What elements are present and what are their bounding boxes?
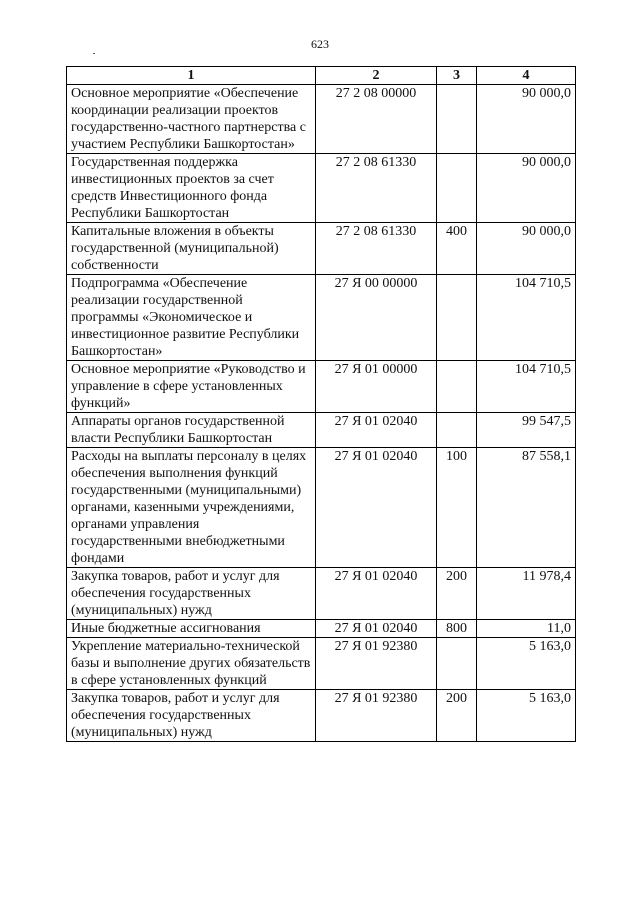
cell-type (437, 275, 477, 361)
cell-name: Государственная поддержка инвестиционных проектов за счет средств Инвестиционного фонда Республики Башкортостан (67, 154, 316, 223)
cell-sum: 90 000,0 (477, 223, 576, 275)
cell-name: Аппараты органов государственной власти Республики Башкортостан (67, 413, 316, 448)
cell-code: 27 2 08 61330 (316, 154, 437, 223)
table-row (67, 568, 576, 620)
table-row (67, 620, 576, 638)
cell-type (437, 638, 477, 690)
header-col-3: 3 (437, 67, 477, 85)
cell-code: 27 Я 01 02040 (316, 620, 437, 638)
table-row (67, 275, 576, 361)
cell-code: 27 Я 01 02040 (316, 448, 437, 568)
cell-code: 27 2 08 00000 (316, 85, 437, 154)
cell-code: 27 Я 01 00000 (316, 361, 437, 413)
cell-type: 100 (437, 448, 477, 568)
budget-table (66, 66, 576, 742)
cell-type (437, 85, 477, 154)
cell-code: 27 Я 01 02040 (316, 568, 437, 620)
cell-type: 800 (437, 620, 477, 638)
cell-sum: 99 547,5 (477, 413, 576, 448)
scan-speck (93, 53, 95, 54)
cell-sum: 5 163,0 (477, 638, 576, 690)
table-row (67, 690, 576, 742)
header-col-2: 2 (316, 67, 437, 85)
cell-sum: 104 710,5 (477, 361, 576, 413)
cell-type (437, 154, 477, 223)
cell-name: Укрепление материально-технической базы и выполнение других обязательств в сфере установленных функций (67, 638, 316, 690)
table-row (67, 448, 576, 568)
table-row (67, 223, 576, 275)
cell-sum: 90 000,0 (477, 154, 576, 223)
cell-type: 200 (437, 690, 477, 742)
cell-code: 27 Я 01 92380 (316, 638, 437, 690)
cell-name: Иные бюджетные ассигнования (67, 620, 316, 638)
cell-code: 27 2 08 61330 (316, 223, 437, 275)
cell-type: 400 (437, 223, 477, 275)
cell-type (437, 361, 477, 413)
cell-name: Основное мероприятие «Обеспечение координации реализации проектов государственно-частного партнерства с участием Республики Башкортостан» (67, 85, 316, 154)
table-header-row (67, 67, 576, 85)
page-number: 623 (311, 37, 329, 51)
cell-sum: 90 000,0 (477, 85, 576, 154)
cell-name: Капитальные вложения в объекты государственной (муниципальной) собственности (67, 223, 316, 275)
cell-name: Основное мероприятие «Руководство и управление в сфере установленных функций» (67, 361, 316, 413)
table-row (67, 413, 576, 448)
header-col-4: 4 (477, 67, 576, 85)
cell-code: 27 Я 01 02040 (316, 413, 437, 448)
cell-code: 27 Я 01 92380 (316, 690, 437, 742)
cell-sum: 11 978,4 (477, 568, 576, 620)
cell-name: Закупка товаров, работ и услуг для обеспечения государственных (муниципальных) нужд (67, 568, 316, 620)
table-row (67, 361, 576, 413)
cell-sum: 87 558,1 (477, 448, 576, 568)
cell-name: Подпрограмма «Обеспечение реализации государственной программы «Экономическое и инвестиционное развитие Республики Башкортостан» (67, 275, 316, 361)
table-row (67, 638, 576, 690)
cell-name: Расходы на выплаты персоналу в целях обеспечения выполнения функций государственными (муниципальными) органами, казенными учреждениями, органами управления государственными внебюджетными фондами (67, 448, 316, 568)
table-row (67, 154, 576, 223)
cell-type (437, 413, 477, 448)
cell-name: Закупка товаров, работ и услуг для обеспечения государственных (муниципальных) нужд (67, 690, 316, 742)
header-col-1: 1 (67, 67, 316, 85)
cell-sum: 5 163,0 (477, 690, 576, 742)
cell-sum: 11,0 (477, 620, 576, 638)
cell-code: 27 Я 00 00000 (316, 275, 437, 361)
cell-type: 200 (437, 568, 477, 620)
cell-sum: 104 710,5 (477, 275, 576, 361)
table-row (67, 85, 576, 154)
